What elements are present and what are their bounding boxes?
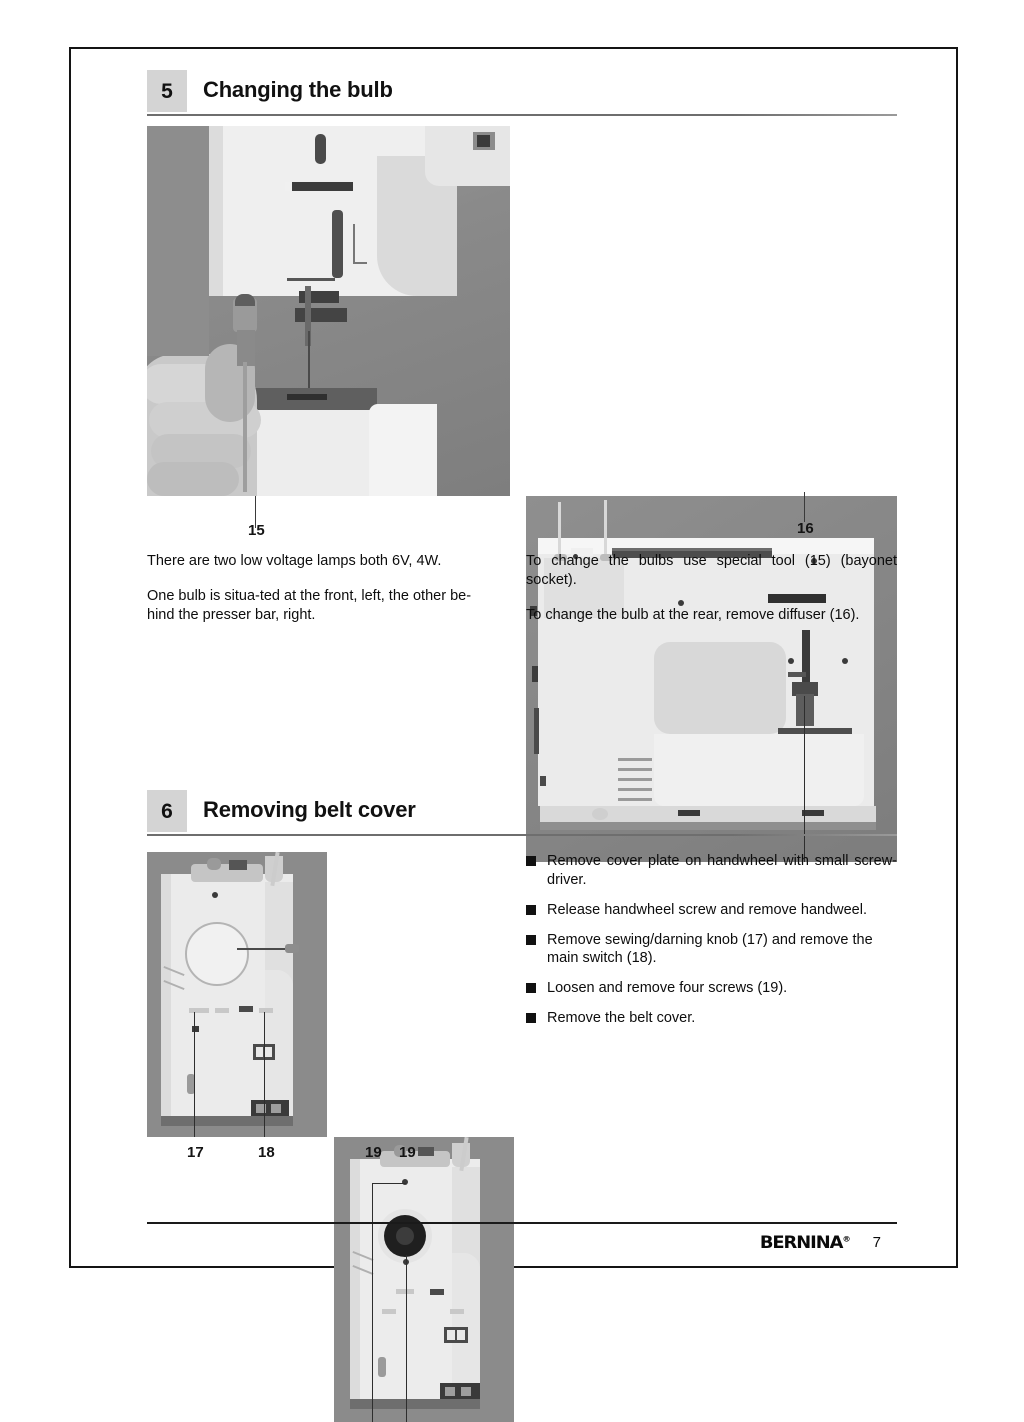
section-number-6: 6: [161, 799, 173, 823]
page-number: 7: [872, 1234, 881, 1251]
bullet-square-icon: [526, 983, 536, 993]
section-heading-5: [147, 70, 897, 116]
list-item: [526, 1009, 897, 1028]
list-item: [526, 931, 897, 969]
list-item-text: Remove cover plate on handwheel with small screw-driver.: [547, 853, 897, 888]
section-number-box-6: [147, 790, 187, 832]
callout-label-18: 18: [258, 1144, 275, 1161]
section-title-6: Removing belt cover: [203, 797, 416, 822]
list-item: [526, 901, 897, 920]
paragraph-bulb-location: One bulb is situa-ted at the front, left, the other be-hind the presser bar, right.: [147, 588, 472, 624]
leader-line-16: [804, 492, 805, 522]
page-border: [69, 47, 958, 1268]
list-item: [526, 852, 897, 890]
callout-label-19-a: 19: [365, 1144, 382, 1161]
section-title-5: Changing the bulb: [203, 77, 393, 102]
section-5-text: [147, 552, 897, 662]
figure-row-section-6: [147, 852, 897, 1170]
list-item-text: Loosen and remove four screws (19).: [547, 980, 788, 997]
bullet-square-icon: [526, 1013, 536, 1023]
list-item-text: Remove sewing/darning knob (17) and remove the main switch (18).: [547, 931, 873, 967]
instruction-list: [526, 852, 897, 1039]
paragraph-special-tool: To change the bulbs use special tool (15) (bayonet socket).: [526, 553, 897, 589]
page-content: [147, 70, 897, 1170]
footer-rule: [147, 1222, 897, 1224]
section-number-box-5: [147, 70, 187, 112]
registered-mark-icon: ®: [842, 1234, 852, 1244]
section-heading-6: [147, 790, 897, 836]
bullet-square-icon: [526, 856, 536, 866]
figure-photo-19: [334, 1137, 514, 1422]
callout-label-17: 17: [187, 1144, 204, 1161]
section-rule-6: [147, 834, 897, 836]
list-item-text: Release handwheel screw and remove handweel.: [547, 901, 867, 918]
callout-label-15: 15: [248, 522, 265, 539]
list-item: [526, 979, 897, 998]
bullet-square-icon: [526, 905, 536, 915]
list-item-text: Remove the belt cover.: [547, 1010, 696, 1027]
section-5-left-column: [147, 552, 487, 641]
paragraph-lamps-spec: There are two low voltage lamps both 6V, 4W.: [147, 553, 442, 569]
section-5-right-column: [526, 552, 897, 641]
paragraph-rear-diffuser: To change the bulb at the rear, remove diffuser (16).: [526, 607, 860, 624]
figure-row-section-5: [147, 126, 897, 546]
section-rule-5: [147, 114, 897, 116]
callout-label-19-b: 19: [399, 1144, 416, 1161]
figure-photo-15: [147, 126, 510, 496]
section-number-5: 5: [161, 79, 173, 103]
callout-label-16: 16: [797, 520, 814, 537]
bullet-square-icon: [526, 935, 536, 945]
figure-photo-17-18: [147, 852, 327, 1137]
page-footer: [147, 1222, 897, 1264]
bernina-logo: [760, 1233, 851, 1253]
bernina-wordmark: BERNINA: [760, 1233, 843, 1253]
